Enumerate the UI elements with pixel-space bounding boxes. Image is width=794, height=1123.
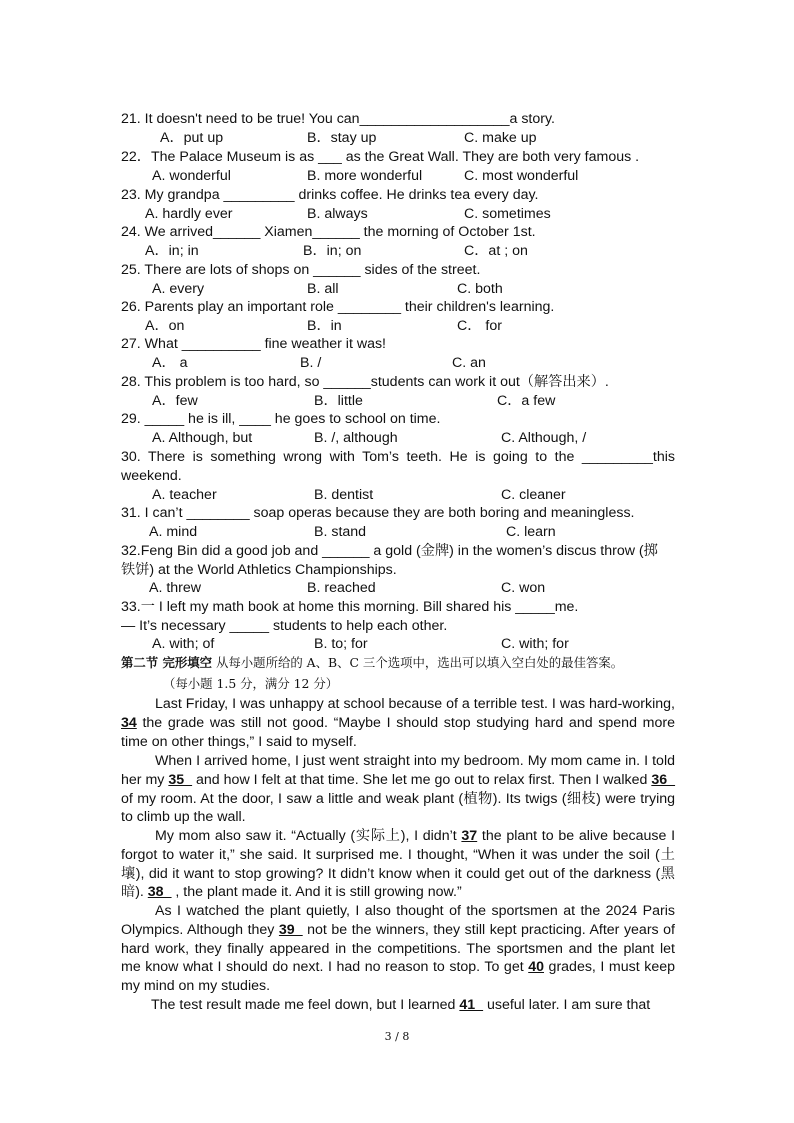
options-27 [0,354,794,372]
passage-text: the plant to be alive because I forgot to water it,” she said. It surprised me. I thought, “When it was under the soil (土壤), did it want to stop growing? It didn’t know when it could get out of the darkness (黑暗). [121,828,676,901]
option-b: B．in [307,318,342,334]
option-b: B. all [307,281,339,297]
option-c: C. Although, / [501,430,587,446]
page-number: 3 / 8 [384,1030,410,1043]
option-b: B. more wonderful [307,168,423,184]
passage-text: , the plant made it. And it is still growing now.” [171,884,462,901]
options-28 [0,392,794,410]
option-b: B. always [307,206,368,222]
option-c: C. learn [506,524,556,540]
passage-paragraph-2 [121,752,675,827]
option-a: A. threw [149,580,202,596]
question-28: 28. This problem is too hard, so ______students can work it out（解答出来）. [121,374,609,390]
option-a: A．in; in [145,243,199,259]
passage-text: My mom also saw it. “Actually (实际上), I didn’t [155,828,462,844]
blank-41: 41_ [459,997,484,1013]
passage-text: As I watched the plant quietly, I also thought of the sportsmen at the 2024 Paris Olympics. Although they [121,903,675,938]
option-b: B．little [314,393,363,409]
option-b: B．stay up [307,130,377,146]
option-c: C．at ; on [464,243,528,259]
passage-text: useful later. I am sure that [483,997,651,1013]
passage-text: grades, I must keep my mind on my studies. [121,959,675,995]
question-27: 27. What __________ fine weather it was! [121,336,387,352]
passage-text: The test result made me feel down, but I learned [151,997,460,1013]
question-29: 29. _____ he is ill, ____ he goes to school on time. [121,411,441,427]
option-c: C. most wonderful [464,168,579,184]
option-c: C. won [501,580,546,596]
option-b: B. /, although [314,430,398,446]
option-c: C. cleaner [501,487,566,503]
passage-paragraph-5 [121,996,675,1015]
question-25: 25. There are lots of shops on ______ sides of the street. [121,262,481,278]
passage-paragraph-3 [121,827,675,902]
option-b: B. reached [307,580,376,596]
options-30 [0,486,794,504]
options-31 [0,523,794,541]
option-c: C．a few [497,393,556,409]
option-c: C. both [457,281,503,297]
option-b: B. stand [314,524,367,540]
passage-text: When I arrived home, I just went straight into my bedroom. My mom came in. I told her my [121,753,675,788]
passage-paragraph-4 [121,902,675,996]
passage-paragraph-1 [121,695,675,751]
passage-text: not be the winners, they still kept practicing. After years of hard work, they finally appeared in the competitions. The sportsmen and the plant let me know what I should do next. I had no reason to stop. To get [121,921,676,976]
passage-text: of my room. At the door, I saw a little and weak plant (植物). Its twigs (细枝) were trying to climb up the wall. [121,790,675,826]
question-33: 33.一 I left my math book at home this morning. Bill shared his _____me. [121,599,579,615]
option-a: A. every [152,281,205,297]
options-25 [0,280,794,298]
question-32: 32.Feng Bin did a good job and ______ a gold (金牌) in the women’s discus throw (掷 [121,543,658,559]
options-29 [0,429,794,447]
option-a: A. mind [149,524,198,540]
option-b: B. dentist [314,487,374,503]
question-32-cont: 铁饼) at the World Athletics Championships. [121,562,397,578]
passage-text: Last Friday, I was unhappy at school because of a terrible test. I was hard-working, [155,696,675,712]
options-21 [0,129,794,147]
question-23: 23. My grandpa _________ drinks coffee. He drinks tea every day. [121,187,539,203]
question-24: 24. We arrived______ Xiamen______ the morning of October 1st. [121,224,536,240]
passage-text: the grade was still not good. “Maybe I should stop studying hard and spend more time on other things,” I said to myself. [121,714,675,750]
option-c: C． for [457,318,502,334]
options-23 [0,205,794,223]
question-33-cont: — It’s necessary _____ students to help each other. [121,618,448,634]
question-30: 30. There is something wrong with Tom’s teeth. He is going to the _________this [121,449,675,465]
question-30-cont: weekend. [121,468,182,484]
blank-40: 40 [528,959,544,976]
option-b: B. to; for [314,636,368,652]
blank-36: 36_ [651,771,675,788]
blank-37: 37 [461,828,478,844]
option-a: A．few [152,393,198,409]
passage-text: and how I felt at that time. She let me go out to relax first. Then I walked [192,771,652,788]
section-header [121,654,623,672]
option-a: A．put up [160,130,224,146]
option-c: C. an [452,355,486,371]
option-a: A． a [152,355,188,371]
options-22 [0,167,794,185]
question-26: 26. Parents play an important role ________ their children's learning. [121,299,555,315]
option-c: C. with; for [501,636,569,652]
question-22: 22．The Palace Museum is as ___ as the Great Wall. They are both very famous . [121,149,640,165]
question-31: 31. I can’t ________ soap operas because they are both boring and meaningless. [121,505,635,521]
option-c: C. sometimes [464,206,551,222]
blank-34: 34 [121,714,137,731]
option-b: B. / [300,355,322,371]
section-score-note: （每小题 1.5 分，满分 12 分） [163,676,339,691]
option-a: A. hardly ever [145,206,233,222]
option-b: B．in; on [303,243,362,259]
options-26 [0,317,794,335]
section-instruction: 从每小题所给的 A、B、C 三个选项中，选出可以填入空白处的最佳答案。 [212,655,624,670]
options-32 [0,579,794,597]
question-21: 21. It doesn't need to be true! You can___________________a story. [121,111,555,127]
options-33 [0,635,794,653]
section-title: 第二节 完形填空 [121,655,213,670]
option-c: C. make up [464,130,537,146]
options-24 [0,242,794,260]
option-a: A. wonderful [152,168,231,184]
option-a: A. Although, but [152,430,253,446]
option-a: A．on [145,318,185,334]
blank-38: 38_ [147,884,172,901]
blank-35: 35_ [168,771,193,788]
option-a: A. teacher [152,487,217,503]
option-a: A. with; of [152,636,215,652]
blank-39: 39_ [278,921,303,938]
